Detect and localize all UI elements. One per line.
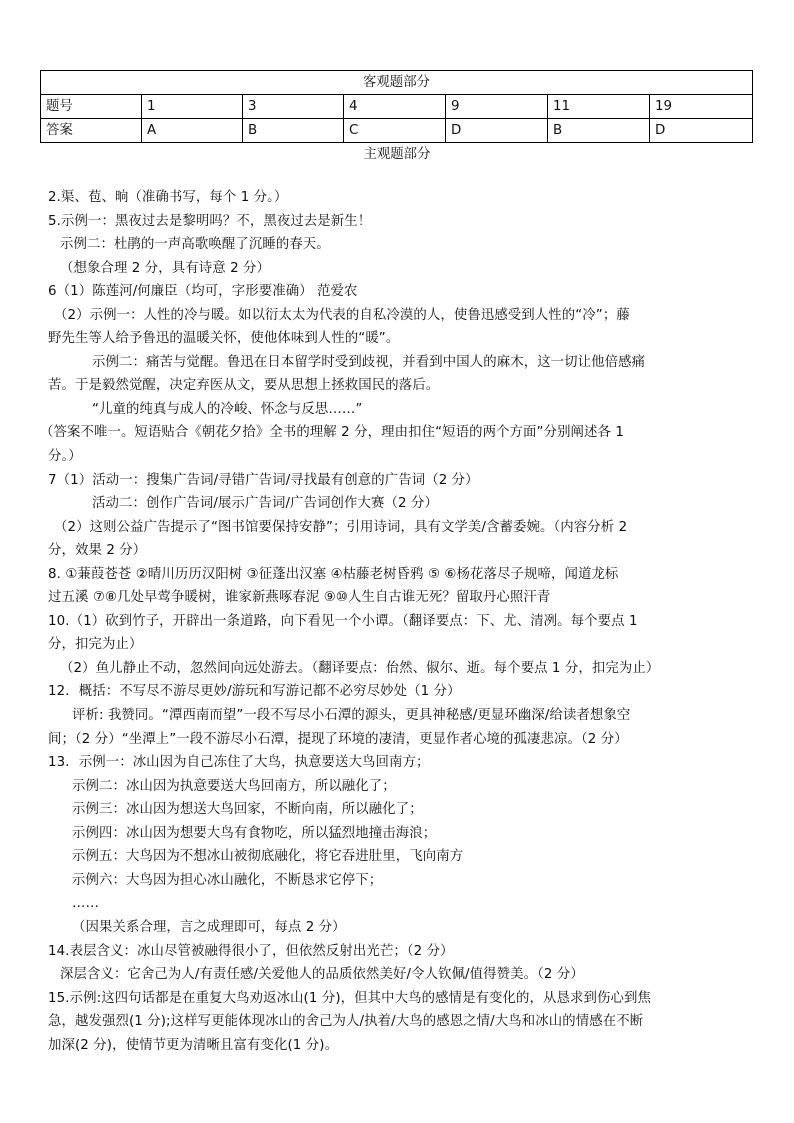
answer-line-q12-analysis: 评析: 我赞同。“潭西南而望”一段不写尽小石潭的源头，更具神秘感/更显环幽深/给读者想象空 [72, 708, 631, 724]
answer-line-q13-example: 示例五：大鸟因为不想冰山被彻底融化，将它吞进肚里，飞向南方 [72, 849, 464, 865]
answer-cell: C [344, 119, 446, 143]
answer-line-q10-part1: 10.（1）砍到竹子，开辟出一条道路，向下看见一个小谭。（翻译要点：下、尤、清冽。每个要点 1 [48, 613, 638, 629]
answer-row [41, 119, 753, 143]
answer-line-q6-part1: 6（1）陈莲河/何廉臣（均可，字形要准确） 范爱农 [48, 284, 358, 300]
subjective-answers [40, 186, 752, 1057]
answer-line-q6-scoring: （答案不唯一。短语贴合《朝花夕拾》全书的理解 2 分，理由扣住“短语的两个方面”分别阐述各 1 [40, 425, 625, 441]
answer-line-q7-part1: 7（1）活动一：搜集广告词/寻错广告词/寻找最有创意的广告词（2 分） [48, 472, 479, 488]
answer-line-q12-summary: 12．概括：不写尽不游尽更妙/游玩和写游记都不必穷尽妙处（1 分） [48, 684, 461, 700]
answer-line-q8: 8. ①蒹葭苍苍 ②晴川历历汉阳树 ③征蓬出汉塞 ④枯藤老树昏鸦 ⑤ ⑥杨花落尽子规啼，闻道龙标 [48, 566, 619, 582]
question-number-cell: 1 [142, 95, 243, 119]
answer-line-q14-deep: 深层含义：它舍己为人/有责任感/关爱他人的品质依然美好/令人钦佩/值得赞美。（2 分） [60, 967, 584, 983]
question-number-label: 题号 [41, 95, 142, 119]
answer-line: 过五溪 ⑦⑧几处早莺争暖树，谁家新燕啄春泥 ⑨⑩人生自古谁无死？留取丹心照汗青 [48, 590, 551, 606]
answer-line-q2: 2.渠、苞、晌（准确书写，每个 1 分。） [48, 190, 288, 205]
answer-line-q10-part2: （2）鱼儿静止不动，忽然间向远处游去。（翻译要点：佁然、俶尔、逝。每个要点 1 分，扣完为止） [60, 660, 660, 676]
answer-line: 急，越发强烈(1 分);这样写更能体现冰山的舍己为人/执着/大鸟的感恩之情/大鸟和冰山的情感在不断 [48, 1014, 644, 1030]
answer-line-q13-example: 示例二：冰山因为执意要送大鸟回南方，所以融化了； [72, 778, 396, 794]
answer-line: “儿童的纯真与成人的冷峻、怀念与反思……” [92, 401, 363, 417]
answer-line-q6-part2: （2）示例一：人性的冷与暖。如以衍太太为代表的自私冷漠的人，使鲁迅感受到人性的“冷”；藤 [54, 307, 630, 323]
answer-line-q13-example: 示例四：冰山因为想要大鸟有食物吃，所以猛烈地撞击海浪； [72, 825, 437, 841]
answer-line-q14-surface: 14.表层含义：冰山尽管被融得很小了，但依然反射出光芒；（2 分） [48, 943, 454, 959]
question-number-cell: 11 [548, 95, 650, 119]
answer-cell: D [650, 119, 753, 143]
answer-line-q5-example1: 5.示例一：黑夜过去是黎明吗？不，黑夜过去是新生！ [48, 213, 372, 229]
answer-cell: B [243, 119, 344, 143]
question-number-row [41, 95, 753, 119]
answer-line-q13-example: 示例六：大鸟因为担心冰山融化，不断恳求它停下； [72, 872, 383, 888]
answer-line: 间；（2 分）“坐潭上”一段不游尽小石潭，提现了环境的凄清，更显作者心境的孤凄悲凉。（2 分） [48, 731, 628, 747]
question-number-cell: 19 [650, 95, 753, 119]
table-title-row [41, 71, 753, 95]
answer-line: 分，扣完为止） [48, 637, 143, 653]
answer-line: 加深(2 分)，使情节更为清晰且富有变化(1 分)。 [48, 1037, 339, 1053]
answer-line: 分。） [48, 449, 82, 465]
question-number-cell: 4 [344, 95, 446, 119]
question-number-cell: 3 [243, 95, 344, 119]
answer-line-q5-example2: 示例二：杜鹃的一声高歌唤醒了沉睡的春天。 [60, 237, 330, 253]
answer-line-q15: 15.示例:这四句话都是在重复大鸟劝返冰山(1 分)，但其中大鸟的感情是有变化的，从恳求到伤心到焦 [48, 990, 651, 1006]
answer-line-q13-example: 示例三：冰山因为想送大鸟回家，不断向南，所以融化了； [72, 802, 423, 818]
objective-section-title: 客观题部分 [41, 71, 753, 95]
answer-line: 分，效果 2 分） [48, 543, 147, 559]
answer-line: 苦。于是毅然觉醒，决定弃医从文，要从思想上拯救国民的落后。 [48, 378, 440, 394]
answer-line-ellipsis: …… [72, 896, 99, 912]
objective-answer-table [40, 70, 753, 143]
answer-cell: A [142, 119, 243, 143]
answer-line-q5-scoring: （想象合理 2 分，具有诗意 2 分） [60, 260, 271, 276]
answer-line-q13-example1: 13．示例一：冰山因为自己冻住了大鸟，执意要送大鸟回南方； [48, 755, 430, 771]
question-number-cell: 9 [446, 95, 548, 119]
answer-line: 示例二：痛苦与觉醒。鲁迅在日本留学时受到歧视，并看到中国人的麻木，这一切让他倍感痛 [92, 354, 646, 370]
answer-line-q13-scoring: （因果关系合理，言之成理即可，每点 2 分） [72, 919, 346, 935]
answer-cell: D [446, 119, 548, 143]
answer-cell: B [548, 119, 650, 143]
answer-line: 活动二：创作广告词/展示广告词/广告词创作大赛（2 分） [92, 496, 438, 512]
answer-line: 野先生等人给予鲁迅的温暖关怀，使他体味到人性的“暖”。 [48, 331, 400, 347]
answer-label: 答案 [41, 119, 142, 143]
answer-line-q7-part2: （2）这则公益广告提示了“图书馆要保持安静”；引用诗词，具有文学美/含蓄委婉。（内容分析 2 [54, 519, 628, 535]
subjective-section-title: 主观题部分 [363, 147, 431, 162]
